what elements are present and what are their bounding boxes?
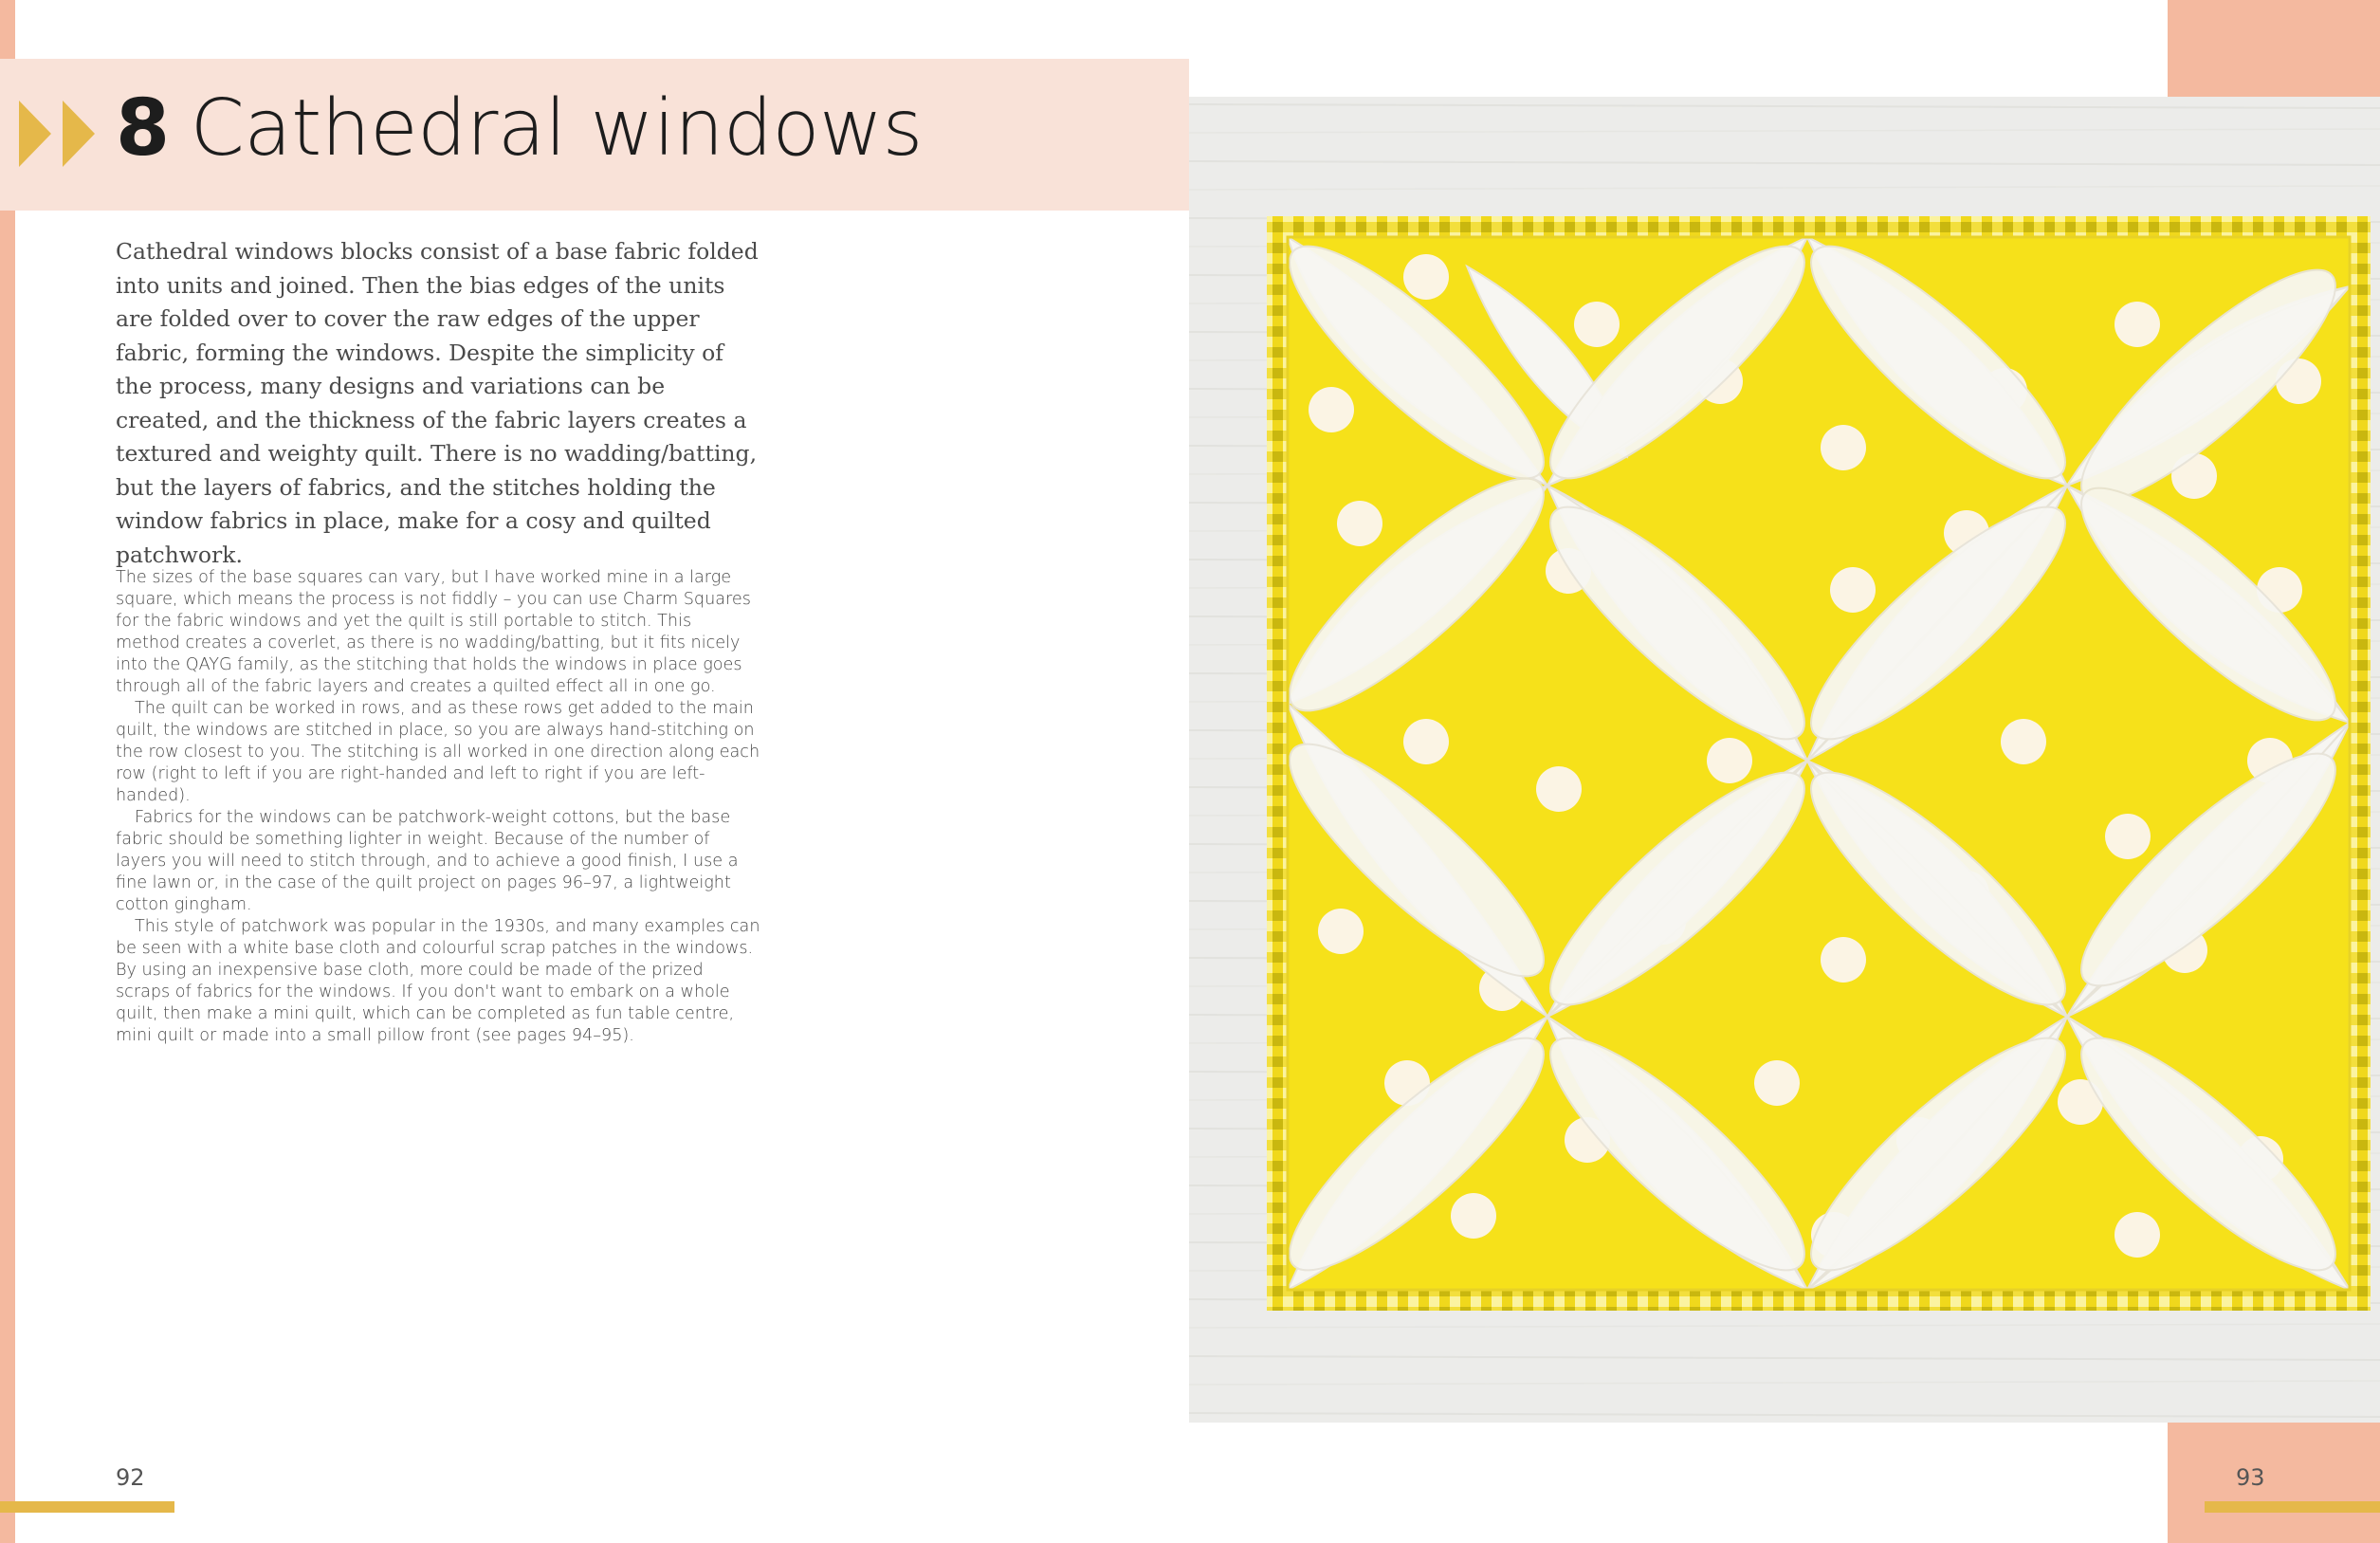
body-paragraph: The sizes of the base squares can vary, but I have worked mine in a large square, which means the process is not fiddly – you can use Charm Squares for the fabric windows and yet the quilt is still portable to stitch. This method creates a coverlet, as there is no wadding/batting, but it fits nicely into the QAYG family, as the stitching that holds the windows in place goes through all of the fabric layers and creates a quilted effect all in one go. [116, 568, 751, 696]
body-paragraph: The quilt can be worked in rows, and as these rows get added to the main quilt, the windows are stitched in place, so you are always hand-stitching on the row closest to you. The stitching is all worked in one direction along each row (right to left if you are right-handed and left to right if you are left-handed). [116, 699, 760, 805]
page-number-right: 93 [2236, 1464, 2265, 1491]
body-text [116, 567, 760, 1047]
quilt-photo [1189, 97, 2380, 1423]
chapter-title-text: Cathedral windows [190, 83, 923, 174]
left-accent-bar [0, 0, 15, 1543]
page-number-left: 92 [116, 1464, 145, 1491]
footer-rule-right [2205, 1501, 2380, 1513]
intro-text: Cathedral windows blocks consist of a base fabric folded into units and joined. Then the bias edges of the units are folded over to cover the raw edges of the upper fabric, forming the windows. Despite the simplicity of the process, many designs and variations can be created, and the thickness of the fabric layers creates a textured and weighty quilt. There is no wadding/batting, but the layers of fabrics, and the stitches holding the window fabrics in place, make for a cosy and quilted patchwork. [116, 238, 759, 568]
body-paragraph: Fabrics for the windows can be patchwork-weight cottons, but the base fabric should be something lighter in weight. Because of the number of layers you will need to stitch through, and to achieve a good finish, I use a fine lawn or, in the case of the quilt project on pages 96–97, a lightweight cotton gingham. [116, 808, 739, 914]
footer-rule-left [0, 1501, 174, 1513]
body-paragraph: This style of patchwork was popular in the 1930s, and many examples can be seen with a white base cloth and colourful scrap patches in the windows. By using an inexpensive base cloth, more could be made of the prized scraps of fabrics for the windows. If you don't want to embark on a whole quilt, then make a mini quilt, which can be completed as fun table centre, mini quilt or made into a small pillow front (see pages 94–95). [116, 917, 760, 1045]
right-accent-block-bottom [2168, 1423, 2380, 1543]
right-accent-block-top [2168, 0, 2380, 97]
chapter-title [116, 82, 923, 176]
intro-paragraph [116, 235, 760, 572]
double-arrow-icon [19, 101, 99, 167]
chapter-number: 8 [116, 83, 170, 174]
